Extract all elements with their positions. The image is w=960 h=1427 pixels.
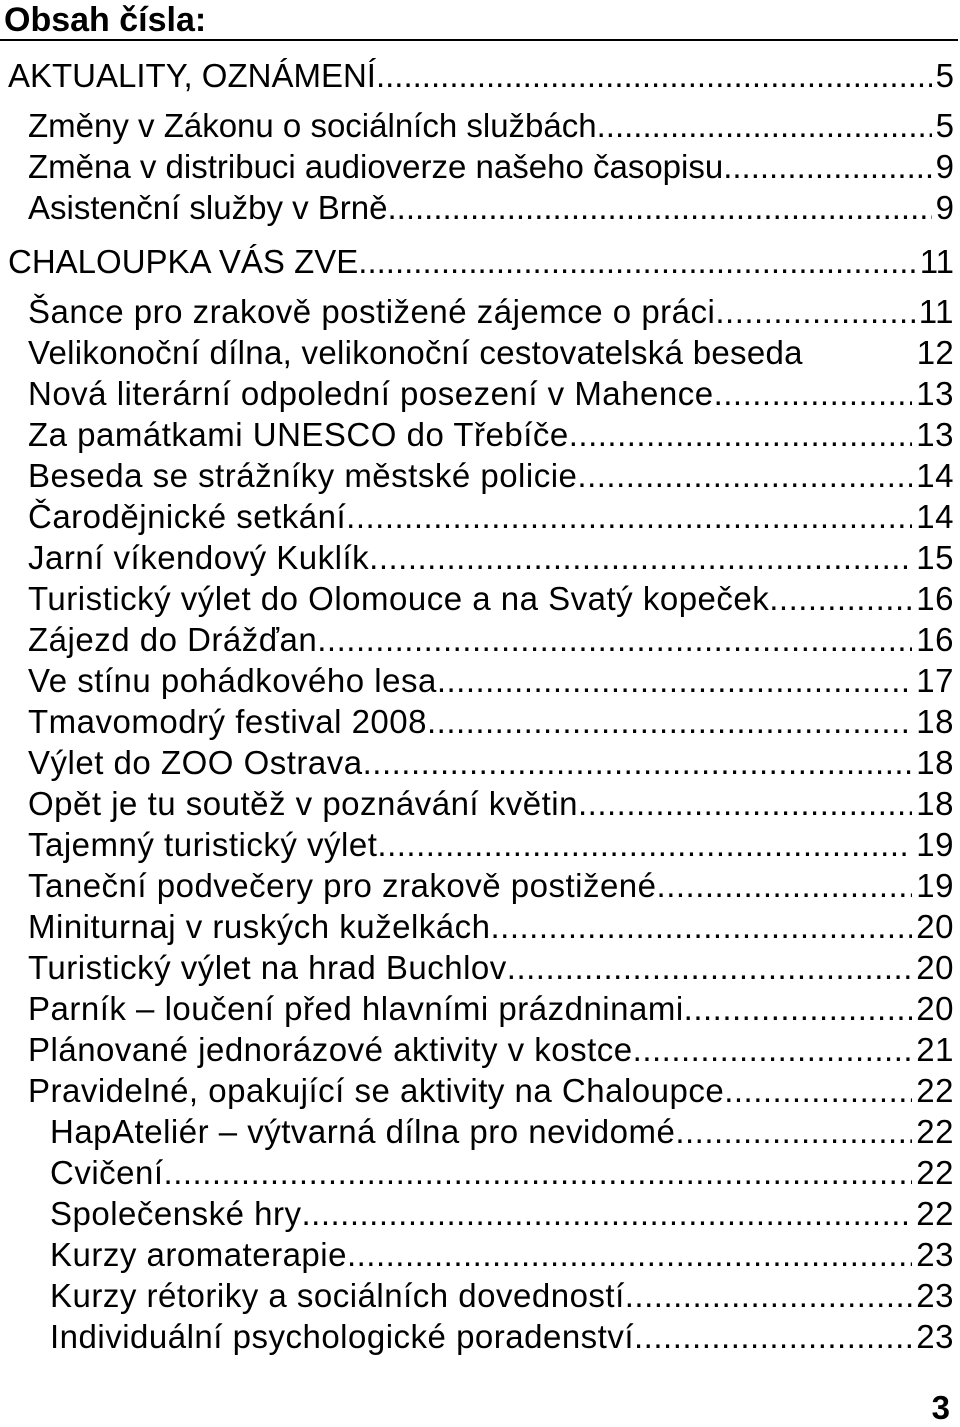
dot-leader <box>437 660 912 701</box>
toc-entry-page: 13 <box>916 416 954 453</box>
dot-leader <box>684 988 913 1029</box>
dot-leader <box>634 1316 912 1357</box>
toc-entry-page: 19 <box>916 867 954 904</box>
toc-subentry[interactable] <box>50 1234 954 1275</box>
dot-leader <box>376 55 932 96</box>
toc-entry-title: Společenské hry <box>50 1195 302 1232</box>
toc-entry-page: 16 <box>916 580 954 617</box>
dot-leader <box>657 865 913 906</box>
toc-subentry[interactable] <box>50 1111 954 1152</box>
toc-entry-title: Šance pro zrakově postižené zájemce o práci <box>28 293 716 330</box>
toc-entry-page: 20 <box>916 908 954 945</box>
toc-entry[interactable] <box>28 906 954 947</box>
toc-entry-title: Za památkami UNESCO do Třebíče <box>28 416 569 453</box>
toc-entry-page: 20 <box>916 990 954 1027</box>
toc-entry-title: Turistický výlet do Olomouce a na Svatý kopeček <box>28 580 770 617</box>
dot-leader <box>346 496 912 537</box>
toc-entry-page: 11 <box>919 243 954 280</box>
dot-leader <box>769 578 912 619</box>
toc-subentry[interactable] <box>50 1193 954 1234</box>
toc-entry-page: 22 <box>916 1113 954 1150</box>
toc-entry-title: Pravidelné, opakující se aktivity na Chaloupce <box>28 1072 725 1109</box>
toc-entry[interactable] <box>28 496 954 537</box>
toc-entry[interactable] <box>28 187 954 228</box>
dot-leader <box>625 1275 913 1316</box>
toc-entry-page: 14 <box>916 498 954 535</box>
toc-entry[interactable] <box>28 291 954 332</box>
toc-entry[interactable] <box>28 701 954 742</box>
dot-leader <box>715 291 914 332</box>
dot-leader <box>164 1152 913 1193</box>
toc-entry[interactable] <box>28 824 954 865</box>
toc-entry-page: 23 <box>916 1277 954 1314</box>
dot-leader <box>427 701 912 742</box>
dot-leader <box>363 742 913 783</box>
toc-entry-title: Cvičení <box>50 1154 164 1191</box>
dot-leader <box>633 1029 913 1070</box>
toc-entry[interactable] <box>28 742 954 783</box>
toc-entry-title: Změny v Zákonu o sociálních službách <box>28 107 597 144</box>
dot-leader <box>388 187 932 228</box>
toc-entry-page: 22 <box>916 1195 954 1232</box>
toc-entry-title: Miniturnaj v ruských kuželkách <box>28 908 491 945</box>
toc-entry-page: 18 <box>916 744 954 781</box>
toc-entry-title: Tajemný turistický výlet <box>28 826 378 863</box>
toc-entry[interactable] <box>28 414 954 455</box>
toc-subentry[interactable] <box>50 1152 954 1193</box>
page-number: 3 <box>931 1389 950 1426</box>
dot-leader <box>577 455 912 496</box>
toc-entry-page: 13 <box>916 375 954 412</box>
toc-entry-title: Taneční podvečery pro zrakově postižené <box>28 867 657 904</box>
toc-entry[interactable] <box>8 241 954 282</box>
toc-entry[interactable] <box>28 455 954 496</box>
toc-entry-page: 22 <box>916 1154 954 1191</box>
toc-entry-page: 19 <box>916 826 954 863</box>
dot-leader <box>578 783 912 824</box>
toc-entry[interactable] <box>28 373 954 414</box>
toc-entry-title: Ve stínu pohádkového lesa <box>28 662 437 699</box>
toc-entry[interactable] <box>8 55 954 96</box>
toc-entry-title: Čarodějnické setkání <box>28 498 347 535</box>
toc-entry-title: HapAteliér – výtvarná dílna pro nevidomé <box>50 1113 676 1150</box>
toc-entry-title: Kurzy rétoriky a sociálních dovedností <box>50 1277 625 1314</box>
heading-divider <box>0 39 958 41</box>
dot-leader <box>358 241 915 282</box>
toc-entry-title: Beseda se strážníky městské policie <box>28 457 578 494</box>
toc-entry[interactable] <box>28 783 954 824</box>
toc-entry-page: 18 <box>916 785 954 822</box>
toc-entry[interactable] <box>28 988 954 1029</box>
toc-entry-page: 21 <box>916 1031 954 1068</box>
dot-leader <box>301 1193 912 1234</box>
toc-entry[interactable] <box>28 578 954 619</box>
toc-entry-title: Jarní víkendový Kuklík <box>28 539 370 576</box>
toc-entry[interactable] <box>28 1029 954 1070</box>
toc-entry-page: 22 <box>916 1072 954 1109</box>
toc-entry-title: Výlet do ZOO Ostrava <box>28 744 363 781</box>
toc-entry-page: 17 <box>916 662 954 699</box>
toc-entry-page: 5 <box>935 57 954 94</box>
toc-entry-title: Tmavomodrý festival 2008 <box>28 703 427 740</box>
dot-leader <box>369 537 912 578</box>
toc-entry[interactable] <box>28 105 954 146</box>
toc-entry-page: 18 <box>916 703 954 740</box>
toc-entry[interactable] <box>28 537 954 578</box>
dot-leader <box>569 414 913 455</box>
toc-entry[interactable] <box>28 947 954 988</box>
toc-entry-title: CHALOUPKA VÁS ZVE <box>8 243 359 280</box>
dot-leader <box>491 906 913 947</box>
toc-heading: Obsah čísla: <box>4 1 207 39</box>
toc-entry-page: 11 <box>918 293 954 330</box>
toc-entry-title: Změna v distribuci audioverze našeho časopisu <box>28 148 724 185</box>
toc-entry-title: Individuální psychologické poradenství <box>50 1318 635 1355</box>
toc-entry-title: Parník – loučení před hlavními prázdninami <box>28 990 684 1027</box>
toc-entry-page: 9 <box>935 189 954 226</box>
toc-entry-title: Plánované jednorázové aktivity v kostce <box>28 1031 633 1068</box>
toc-subentry[interactable] <box>50 1316 954 1357</box>
toc-entry-page: 23 <box>916 1236 954 1273</box>
toc-entry-page: 5 <box>935 107 954 144</box>
dot-leader <box>377 824 912 865</box>
dot-leader <box>507 947 912 988</box>
toc-entry-page: 23 <box>916 1318 954 1355</box>
toc-entry[interactable] <box>28 1070 954 1111</box>
toc-subentry[interactable] <box>50 1275 954 1316</box>
toc-entry-title: Zájezd do Drážďan <box>28 621 318 658</box>
toc-entry-page: 16 <box>916 621 954 658</box>
dot-leader <box>724 1070 912 1111</box>
dot-leader <box>317 619 912 660</box>
toc-entry-title: Turistický výlet na hrad Buchlov <box>28 949 507 986</box>
toc-entry[interactable] <box>28 865 954 906</box>
toc-entry-title: Nová literární odpolední posezení v Mahence <box>28 375 714 412</box>
toc-entry-page: 15 <box>916 539 954 576</box>
dot-leader <box>675 1111 912 1152</box>
toc-entry-title: AKTUALITY, OZNÁMENÍ <box>8 57 376 94</box>
toc-entry-title: Asistenční služby v Brně <box>28 189 388 226</box>
toc-entry-page: 14 <box>916 457 954 494</box>
toc-entry-page: 20 <box>916 949 954 986</box>
dot-leader <box>597 105 932 146</box>
toc-entry-title: Velikonoční dílna, velikonoční cestovatelská beseda <box>28 334 803 371</box>
toc-entry[interactable] <box>28 332 954 373</box>
toc-entry-page: 12 <box>916 334 954 371</box>
dot-leader <box>347 1234 912 1275</box>
toc-entry[interactable] <box>28 660 954 701</box>
toc-entry-page: 9 <box>935 148 954 185</box>
toc-entry[interactable] <box>28 146 954 187</box>
dot-leader <box>723 146 931 187</box>
toc-entry[interactable] <box>28 619 954 660</box>
toc-entry-title: Opět je tu soutěž v poznávání květin <box>28 785 578 822</box>
dot-leader <box>714 373 913 414</box>
toc-entry-title: Kurzy aromaterapie <box>50 1236 347 1273</box>
